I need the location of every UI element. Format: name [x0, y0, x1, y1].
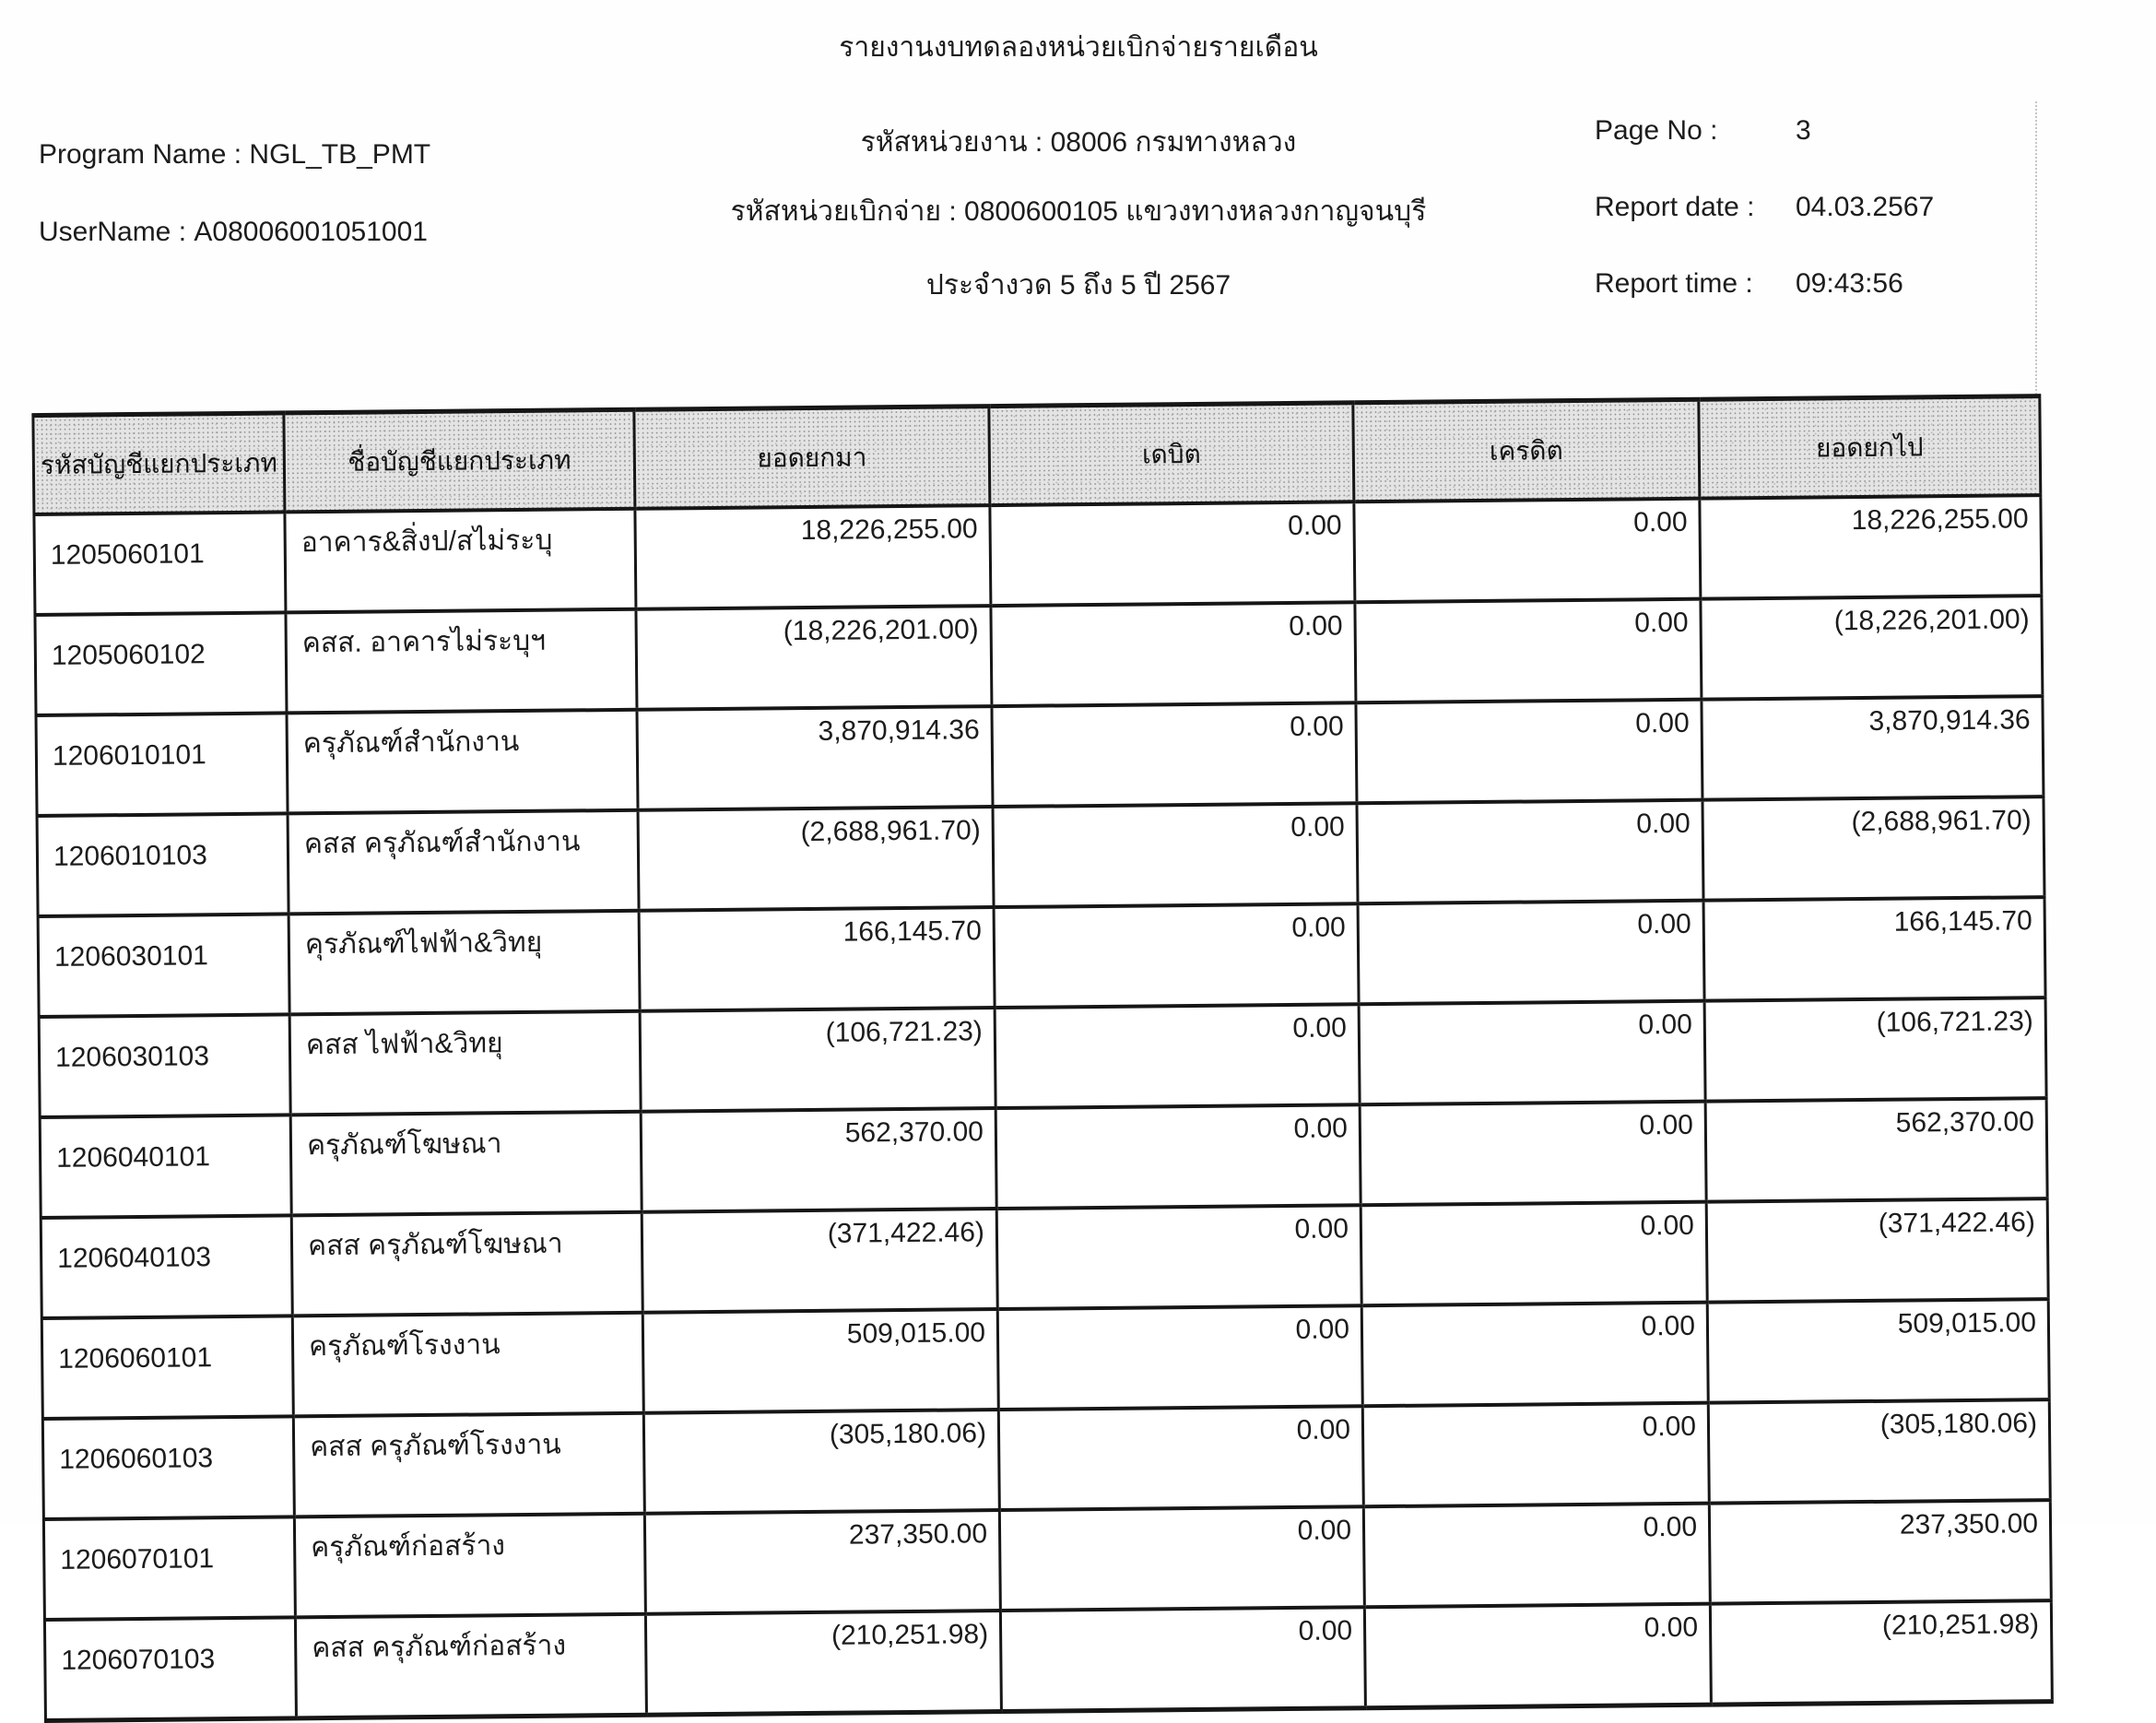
account-name-cell: ครุภัณฑ์ก่อสร้าง [294, 1514, 645, 1618]
account-name-cell: ครุภัณฑ์สำนักงาน [287, 710, 638, 814]
col-header-opening-balance: ยอดยกมา [634, 407, 990, 509]
debit-cell: 0.00 [993, 803, 1358, 907]
closing-balance-cell: (305,180.06) [1708, 1399, 2050, 1504]
account-name-cell: ครุภัณฑ์โรงงาน [292, 1313, 643, 1417]
credit-cell: 0.00 [1356, 700, 1702, 804]
account-code-cell: 1206040101 [40, 1115, 291, 1218]
table-row [36, 696, 2044, 816]
opening-balance-cell: 237,350.00 [644, 1510, 1000, 1614]
credit-cell: 0.00 [1362, 1403, 1709, 1507]
account-name-cell: คุรภัณฑ์ไฟฟ้า&วิทยุ [289, 911, 640, 1015]
credit-cell: 0.00 [1354, 499, 1701, 603]
closing-balance-cell: (106,721.23) [1704, 997, 2046, 1102]
table-row [37, 797, 2044, 916]
account-name-cell: คสส. อาคารไม่ระบุฯ [286, 609, 637, 714]
credit-cell: 0.00 [1360, 1102, 1706, 1206]
page-no-value: 3 [1796, 115, 1811, 146]
account-code-cell: 1205060101 [34, 512, 286, 615]
account-code-cell: 1206070101 [43, 1516, 295, 1620]
opening-balance-cell: (2,688,961.70) [638, 807, 994, 911]
account-code-cell: 1206030101 [38, 914, 289, 1017]
col-header-closing-balance: ยอดยกไป [1699, 396, 2041, 499]
closing-balance-cell: (371,422.46) [1706, 1198, 2048, 1303]
opening-balance-cell: 562,370.00 [641, 1108, 996, 1212]
table-row [42, 1399, 2050, 1519]
closing-balance-cell: (210,251.98) [1710, 1600, 2052, 1705]
account-code-cell: 1206010103 [37, 813, 289, 916]
report-time-label: Report time : [1595, 268, 1753, 299]
table-row [43, 1500, 2051, 1620]
opening-balance-cell: 18,226,255.00 [635, 505, 991, 609]
col-header-account-name: ชื่อบัญชีแยกประเภท [284, 409, 635, 512]
opening-balance-cell: (106,721.23) [640, 1008, 996, 1112]
opening-balance-cell: (305,180.06) [643, 1410, 999, 1514]
table-row [40, 1098, 2047, 1218]
disbursement-unit-line: รหัสหน่วยเบิกจ่าย : 0800600105 แขวงทางหลวงกาญจนบุรี [730, 196, 1427, 227]
col-header-account-code: รหัสบัญชีแยกประเภท [33, 413, 285, 514]
user-name-value: A08006001051001 [194, 217, 428, 247]
trial-balance-table-wrap [31, 394, 2054, 1723]
closing-balance-cell: 18,226,255.00 [1700, 495, 2042, 599]
opening-balance-cell: 166,145.70 [639, 907, 995, 1011]
debit-cell: 0.00 [994, 903, 1359, 1008]
account-name-cell: อาคาร&สิ่งป/สไม่ระบุ [285, 509, 636, 613]
debit-cell: 0.00 [990, 502, 1355, 606]
credit-cell: 0.00 [1361, 1303, 1708, 1407]
debit-cell: 0.00 [996, 1104, 1361, 1209]
account-name-cell: คสส ครุภัณฑ์สำนักงาน [288, 810, 639, 915]
credit-cell: 0.00 [1355, 599, 1702, 703]
debit-cell: 0.00 [999, 1506, 1364, 1611]
closing-balance-cell: 509,015.00 [1707, 1299, 2049, 1403]
account-code-cell: 1206040103 [41, 1215, 292, 1318]
account-code-cell: 1206030103 [39, 1014, 290, 1117]
closing-balance-cell: 3,870,914.36 [1702, 696, 2044, 800]
account-code-cell: 1206070103 [44, 1617, 296, 1720]
report-date-value: 04.03.2567 [1796, 192, 1935, 222]
table-row [41, 1299, 2049, 1419]
credit-cell: 0.00 [1363, 1504, 1710, 1608]
account-name-cell: คสส ไฟฟ้า&วิทยุ [289, 1011, 641, 1115]
account-code-cell: 1206060103 [42, 1416, 294, 1519]
user-name-line [39, 212, 428, 253]
period-line: ประจำงวด 5 ถึง 5 ปี 2567 [925, 270, 1231, 301]
credit-cell: 0.00 [1357, 800, 1703, 904]
user-name-label: UserName : [39, 217, 187, 247]
closing-balance-cell: 237,350.00 [1709, 1500, 2051, 1604]
table-row [41, 1198, 2048, 1318]
opening-balance-cell: 3,870,914.36 [637, 706, 993, 810]
debit-cell: 0.00 [997, 1305, 1362, 1410]
col-header-credit: เครดิต [1353, 399, 1700, 502]
opening-balance-cell: (371,422.46) [642, 1209, 997, 1313]
debit-cell: 0.00 [996, 1205, 1361, 1309]
col-header-debit: เดบิต [989, 403, 1354, 505]
agency-code-line: รหัสหน่วยงาน : 08006 กรมทางหลวง [860, 127, 1297, 158]
credit-cell: 0.00 [1358, 901, 1704, 1005]
account-code-cell: 1205060102 [35, 612, 287, 715]
opening-balance-cell: 509,015.00 [642, 1309, 998, 1413]
account-name-cell: คสส ครุภัณฑ์โรงงาน [293, 1413, 644, 1517]
table-body [34, 495, 2052, 1720]
table-row [35, 596, 2043, 715]
closing-balance-cell: (18,226,201.00) [1701, 596, 2043, 700]
account-code-cell: 1206060101 [41, 1316, 293, 1419]
trial-balance-table [31, 394, 2054, 1723]
program-name-value: NGL_TB_PMT [249, 139, 431, 170]
opening-balance-cell: (210,251.98) [645, 1611, 1001, 1715]
table-row [38, 897, 2045, 1017]
account-name-cell: ครุภัณฑ์โฆษณา [290, 1112, 642, 1216]
closing-balance-cell: 166,145.70 [1703, 897, 2045, 1001]
report-date-label: Report date : [1595, 192, 1755, 222]
report-title: รายงานงบทดลองหน่วยเบิกจ่ายรายเดือน [839, 32, 1318, 63]
table-row [39, 997, 2046, 1117]
debit-cell: 0.00 [992, 702, 1357, 807]
program-name-line [39, 135, 430, 175]
account-code-cell: 1206010101 [36, 713, 288, 816]
account-name-cell: คสส ครุภัณฑ์โฆษณา [291, 1212, 642, 1316]
opening-balance-cell: (18,226,201.00) [636, 606, 992, 710]
debit-cell: 0.00 [1000, 1607, 1365, 1711]
account-name-cell: คสส ครุภัณฑ์ก่อสร้าง [295, 1614, 646, 1718]
closing-balance-cell: 562,370.00 [1705, 1098, 2047, 1202]
table-row [44, 1600, 2052, 1720]
credit-cell: 0.00 [1359, 1001, 1705, 1105]
credit-cell: 0.00 [1361, 1202, 1707, 1306]
page-no-label: Page No : [1595, 115, 1718, 146]
credit-cell: 0.00 [1364, 1604, 1711, 1708]
program-name-label: Program Name : [39, 139, 242, 170]
debit-cell: 0.00 [995, 1004, 1360, 1108]
table-header-row [33, 396, 2041, 514]
debit-cell: 0.00 [998, 1406, 1363, 1510]
debit-cell: 0.00 [991, 602, 1356, 706]
report-time-value: 09:43:56 [1796, 268, 1903, 299]
closing-balance-cell: (2,688,961.70) [1702, 797, 2044, 901]
table-row [34, 495, 2042, 615]
